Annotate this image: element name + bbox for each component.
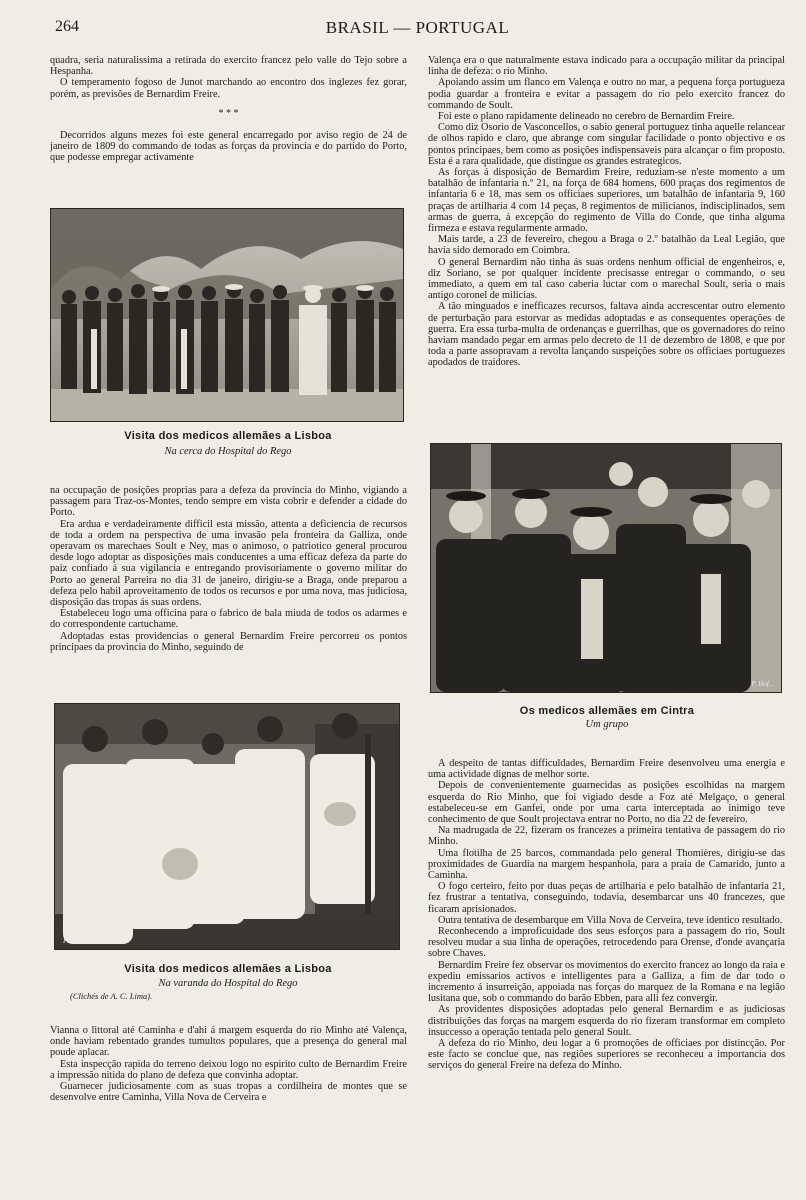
paragraph: Depois de convenientemente guarnecidas as posições escolhidas na margem esquerda do Rio Minho, que foi vigiado desde a Foz até Melgaço, o general estabeleceu-se em Ganfei, onde por uma carta interceptada ao inimigo teve conhecimento de que Soult projectava entrar no Porto, no dia 22 de fevereiro.	[428, 780, 785, 826]
paragraph: Apoiando assim um flanco em Valença e outro no mar, a pequena força portugueza podia guardar a fronteira e evitar a passagem do rio pelo exercito francez do commando de Soult.	[428, 77, 785, 111]
paragraph: Decorridos alguns mezes foi este general encarregado por aviso regio de 24 de janeiro de 1809 do commando de todas as forças da provincia e do partido do Porto, que podesse empregar activamente	[50, 129, 407, 164]
paragraph: Uma flotilha de 25 barcos, commandada pelo general Thomières, dirigiu-se das proximidades de Guardia na margem hespanhola, para a praia de Camarido, junto a Caminha.	[428, 847, 785, 882]
photographer-signature: Ph.	[63, 937, 73, 945]
paragraph: Mais tarde, a 23 de fevereiro, chegou a Braga o 2.º batalhão da Leal Legião, que havia sido demorado em Coimbra.	[428, 234, 785, 257]
figure-title: Os medicos allemães em Cintra	[519, 705, 695, 717]
left-column-top-text	[50, 55, 407, 163]
paragraph: na occupação de posições proprias para a defeza da provincia do Minho, vigiando a passagem para Traz-os-Montes, tendo sempre em vista cobrir e defender a cidade do Porto.	[50, 485, 407, 519]
figure-hospital-grounds	[50, 208, 406, 466]
figure-title: Visita dos medicos allemães a Lisboa	[124, 430, 332, 442]
photo-group-cintra	[430, 443, 782, 693]
left-column-bottom-text	[50, 1025, 407, 1103]
photo-credit: (Clichés de A. C. Lima).	[70, 991, 153, 1001]
right-column-bottom-text	[428, 758, 785, 1072]
paragraph: O fogo certeiro, feito por duas peças de artilharia e pelo batalhão de infantaria 21, fez frustrar a tentativa, conseguindo, todavia, desembarcar uns 40 francezes, que ficaram aprisionados.	[428, 881, 785, 915]
figure-title: Visita dos medicos allemães a Lisboa	[124, 963, 332, 975]
paragraph: O general Bernardim não tinha ás suas ordens nenhum official de engenheiros, e, diz Soriano, se por qualquer incidente precisasse entregar o commando, o seu immediato, a quem em tal caso caberia luctar com o marechal Soult, seria o mais antigo coronel de milicias.	[428, 256, 785, 302]
paragraph: As forças á disposição de Bernardim Freire, reduziam-se n'este momento a um batalhão de infantaria n.º 21, na força de 684 homens, 600 praças dos regimentos de infantaria 6 e 18, mas sem os officiaes superiores, um batalhão de infantaria 9, 160 praças de artilharia 4 com 14 peças, 8 regimentos de milicianos, indisciplinados, sem armas de guerra, á excepção do regimento de Villa do Conde, que tinha alguma firmeza e estava regularmente armado.	[428, 167, 785, 235]
paragraph: Era ardua e verdadeiramente difficil esta missão, attenta a deficiencia de recursos de toda a ordem na perspectiva de uma invasão pela fronteira da Galliza, onde operavam os marechaes Soult e Ney, mas o animoso, o patriotico general procurou desde logo adoptar as disposições mais conducentes a uma efficaz defeza da parte do paiz confiado á sua vigilancia e entregando provisoriamente o governo militar do Porto ao general Parreira no dia 31 de janeiro, dirigiu-se a Braga, onde preparou a defeza pelo habil aproveitamento de todos os recursos e por uma nova, mas judiciosa, disposição das tropas ás suas ordens.	[50, 518, 407, 609]
paragraph: Guarnecer judiciosamente com as suas tropas a cordilheira de montes que se desenvolve entre Caminha, Villa Nova de Cerveira e	[50, 1081, 407, 1104]
paragraph: Reconhecendo a improficuidade dos seus esforços para a passagem do rio, Soult resolveu mudar a sua linha de operações, retrocedendo para Orense, d'onde avançaria sobre Chaves.	[428, 926, 785, 960]
group-photo-illustration	[55, 704, 399, 949]
paragraph: A defeza do rio Minho, deu logar a 6 promoções de officiaes por distincção. Por este facto se conclue que, nas regiões superiores se reconheceu a importancia dos serviços do general Freire na defeza do Minho.	[428, 1038, 785, 1072]
paragraph: A despeito de tantas difficuldades, Bernardim Freire desenvolveu uma energia e uma actividade dignas de melhor sorte.	[428, 758, 785, 781]
paragraph: Como diz Osorio de Vasconcellos, o sabio general portuguez tinha aquelle relancear de olhos rapido e claro, que abrange com singular facilidade o ponto objectivo e os pontos principaes, bem como as posições indispensaveis para alcançar o fim proposto. Esta é a rara qualidade, que distingue os grandes estrategicos.	[428, 122, 785, 167]
photographer-signature: P. Hof…	[751, 680, 775, 688]
right-column-top-text	[428, 55, 785, 369]
figure-subtitle: Na varanda do Hospital do Rego	[158, 978, 298, 989]
paragraph: Foi este o plano rapidamente delineado no cerebro de Bernardim Freire.	[438, 111, 735, 123]
paragraph: Esta inspecção rapida do terreno deixou logo no espirito culto de Bernardim Freire a impressão nitida do plano de defeza que convinha adoptar.	[50, 1058, 407, 1081]
paragraph: A tão minguados e inefficazes recursos, faltava ainda accrescentar outro elemento de perturbação para estorvar as medidas adoptadas e as consequentes operações de guerra. Era essa turba-multa de ordenanças e guerrilhas, que os governadores do reino haviam mandado pegar em armas pelo decreto de 11 de dezembro de 1808, e que por toda a parte assopravam a revolta lançando suspeições sobre os officiaes portuguezes apodados de traidores.	[428, 301, 785, 369]
page-header	[50, 18, 785, 42]
paragraph: O temperamento fogoso de Junot marchando ao encontro dos inglezes fez gorar, porém, as previsões de Bernardim Freire.	[50, 77, 407, 100]
figure-hospital-veranda	[54, 703, 402, 1003]
figure-cintra-group	[430, 443, 784, 733]
paragraph: As providentes disposições adoptadas pelo general Bernardim e as judiciosas distribuições das forças na margem esquerda do rio fizeram transformar em completo insuccesso a operação tentada pelo general Soult.	[428, 1004, 785, 1038]
running-title: BRASIL — PORTUGAL	[325, 18, 510, 37]
paragraph: quadra, seria naturalissima a retirada do exercito francez pelo valle do Tejo sobre a Hespanha.	[50, 55, 407, 78]
paragraph: Outra tentativa de desembarque em Villa Nova de Cerveira, teve identico resultado.	[438, 914, 783, 926]
left-column-middle-text	[50, 485, 407, 653]
page-number: 264	[55, 18, 79, 35]
figure-subtitle: Um grupo	[585, 719, 629, 730]
section-break-asterism: * * *	[218, 107, 239, 119]
figure-subtitle: Na cerca do Hospital do Rego	[164, 446, 292, 457]
paragraph: Estabeleceu logo uma officina para o fabrico de bala miuda de todos os adarmes e do correspondente cartuchame.	[50, 608, 407, 631]
paragraph: Vianna o littoral até Caminha e d'ahi á margem esquerda do rio Minho até Valença, onde haviam rebentado grandes tumultos populares, que a presença do general mal poude aplacar.	[50, 1025, 407, 1059]
paragraph: Na madrugada de 22, fizeram os francezes a primeira tentativa de passagem do rio Minho.	[428, 825, 785, 848]
paragraph: Valença era o que naturalmente estava indicado para a occupação militar da principal linha de defeza: o rio Minho.	[428, 55, 785, 78]
paragraph: Adoptadas estas providencias o general Bernardim Freire percorreu os pontos principaes da provincia do Minho, seguindo de	[50, 630, 407, 653]
group-photo-illustration	[51, 209, 403, 421]
photo-group-hospital-grounds	[50, 208, 404, 422]
group-photo-illustration	[431, 444, 781, 692]
photo-group-veranda	[54, 703, 400, 950]
paragraph: Bernardim Freire fez observar os movimentos do exercito francez ao longo da raia e expediu emissarios activos e intelligentes para a Galliza, a fim de dar todo o incremento á insurreição, appoiada nas forças do marquez de la Romana e na legião lusitana que, sob o commando do barão Ebben, para alli fez convergir.	[428, 959, 785, 1005]
